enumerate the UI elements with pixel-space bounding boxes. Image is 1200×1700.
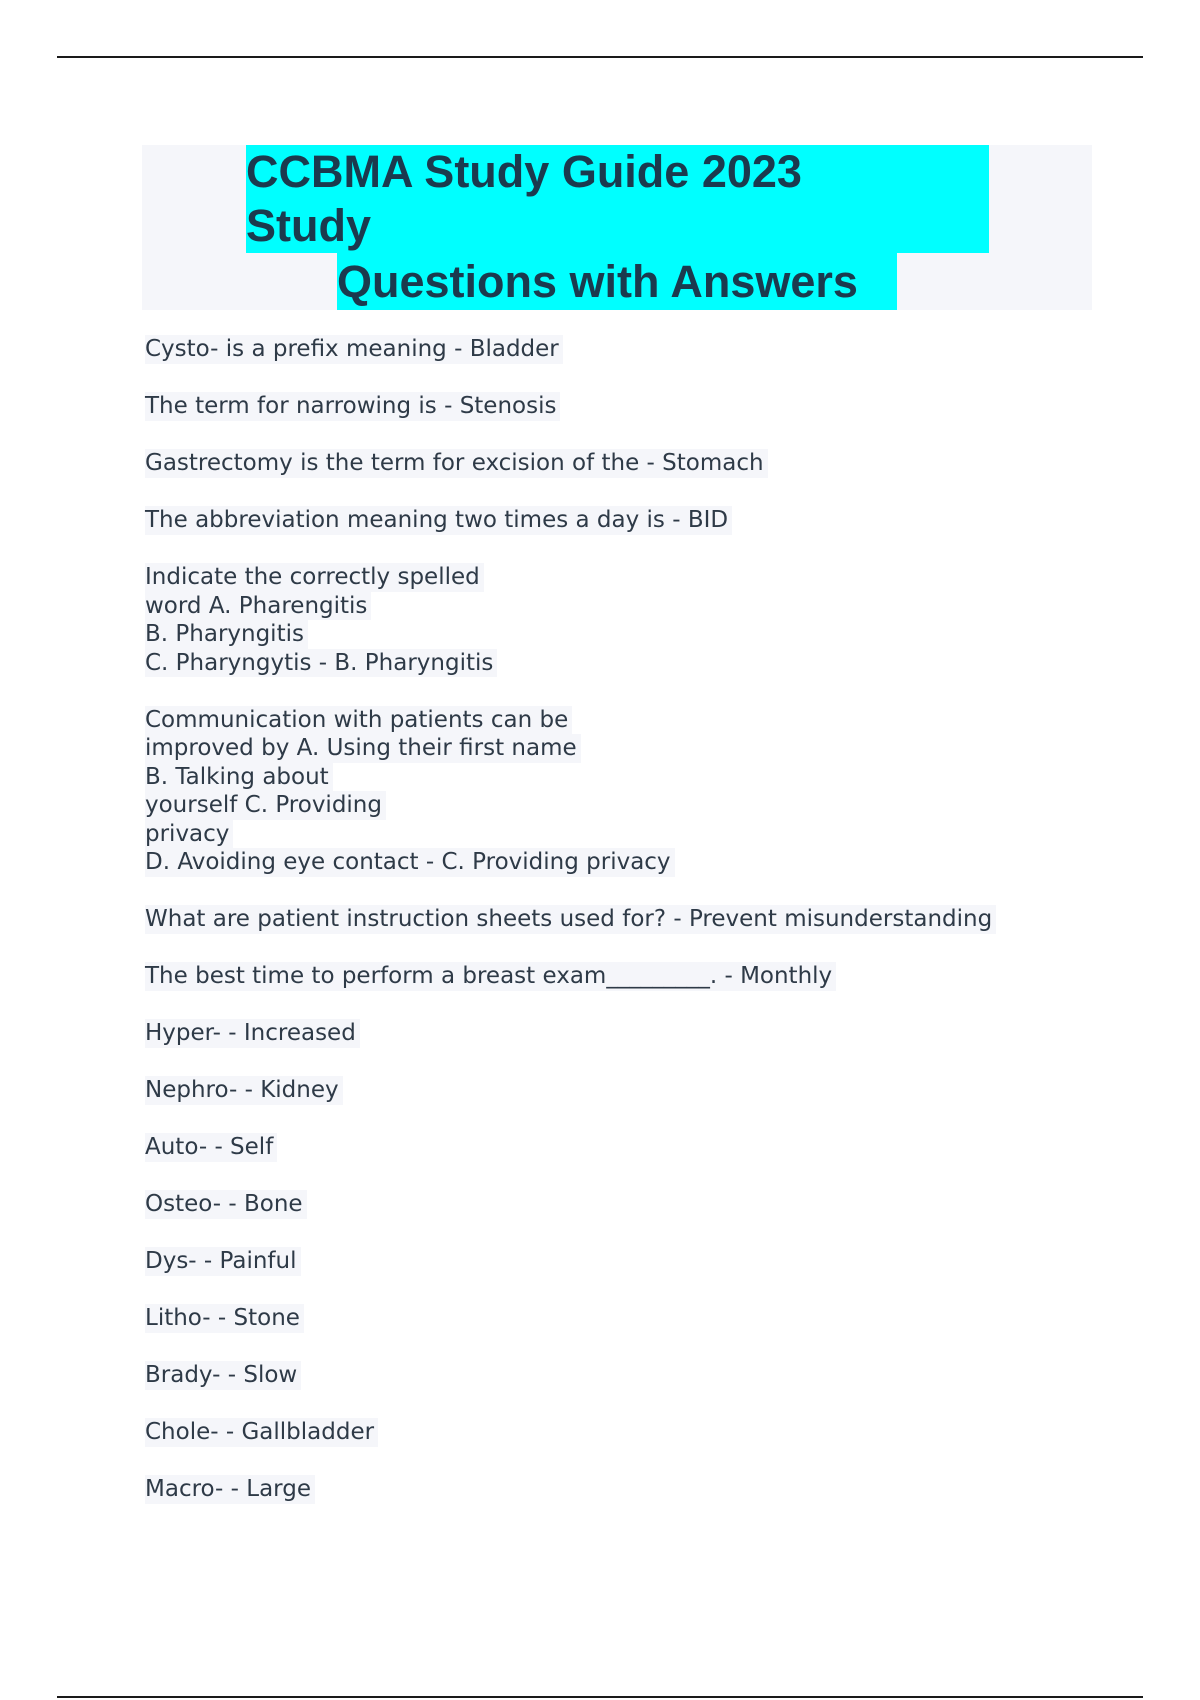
qa-item <box>145 1019 1145 1048</box>
qa-item <box>145 1304 1145 1333</box>
qa-item <box>145 1133 1145 1162</box>
qa-item <box>145 905 1145 934</box>
qa-text-line: Litho- - Stone <box>145 1304 304 1333</box>
qa-text-line: What are patient instruction sheets used for? - Prevent misunderstanding <box>145 905 996 934</box>
qa-text-line: Macro- - Large <box>145 1475 315 1504</box>
qa-text-line: word A. Pharengitis <box>145 592 371 621</box>
qa-item <box>145 563 1145 677</box>
qa-item <box>145 335 1145 364</box>
qa-item <box>145 506 1145 535</box>
qa-text-line: Chole- - Gallbladder <box>145 1418 378 1447</box>
qa-text-line: Dys- - Painful <box>145 1247 301 1276</box>
qa-text-line: The term for narrowing is - Stenosis <box>145 392 560 421</box>
qa-item <box>145 449 1145 478</box>
qa-text-line: Indicate the correctly spelled <box>145 563 484 592</box>
qa-text-line: The abbreviation meaning two times a day is - BID <box>145 506 732 535</box>
qa-text-line: C. Pharyngytis - B. Pharyngitis <box>145 649 497 678</box>
title-line-2: Study <box>246 199 989 253</box>
qa-text-line: Cysto- is a prefix meaning - Bladder <box>145 335 563 364</box>
qa-text-line: Auto- - Self <box>145 1133 277 1162</box>
qa-text-line: Hyper- - Increased <box>145 1019 360 1048</box>
question-answer-list <box>145 335 1145 1532</box>
qa-item <box>145 1475 1145 1504</box>
title-line-3: Questions with Answers <box>337 253 897 310</box>
qa-item <box>145 392 1145 421</box>
qa-text-line: Gastrectomy is the term for excision of the - Stomach <box>145 449 768 478</box>
qa-item <box>145 1076 1145 1105</box>
qa-text-line: The best time to perform a breast exam_________. - Monthly <box>145 962 836 991</box>
qa-text-line: Nephro- - Kidney <box>145 1076 343 1105</box>
qa-item <box>145 962 1145 991</box>
qa-text-line: B. Pharyngitis <box>145 620 308 649</box>
qa-item <box>145 1190 1145 1219</box>
qa-text-line: D. Avoiding eye contact - C. Providing privacy <box>145 848 675 877</box>
bottom-rule <box>57 1696 1143 1698</box>
qa-text-line: improved by A. Using their first name <box>145 734 581 763</box>
qa-item <box>145 1247 1145 1276</box>
title-line-1: CCBMA Study Guide 2023 <box>246 145 989 199</box>
qa-item <box>145 1418 1145 1447</box>
qa-text-line: Osteo- - Bone <box>145 1190 307 1219</box>
qa-text-line: Brady- - Slow <box>145 1361 301 1390</box>
qa-text-line: privacy <box>145 820 233 849</box>
qa-item <box>145 706 1145 877</box>
qa-text-line: yourself C. Providing <box>145 791 386 820</box>
qa-text-line: Communication with patients can be <box>145 706 572 735</box>
qa-text-line: B. Talking about <box>145 763 333 792</box>
qa-item <box>145 1361 1145 1390</box>
top-rule <box>57 56 1143 58</box>
